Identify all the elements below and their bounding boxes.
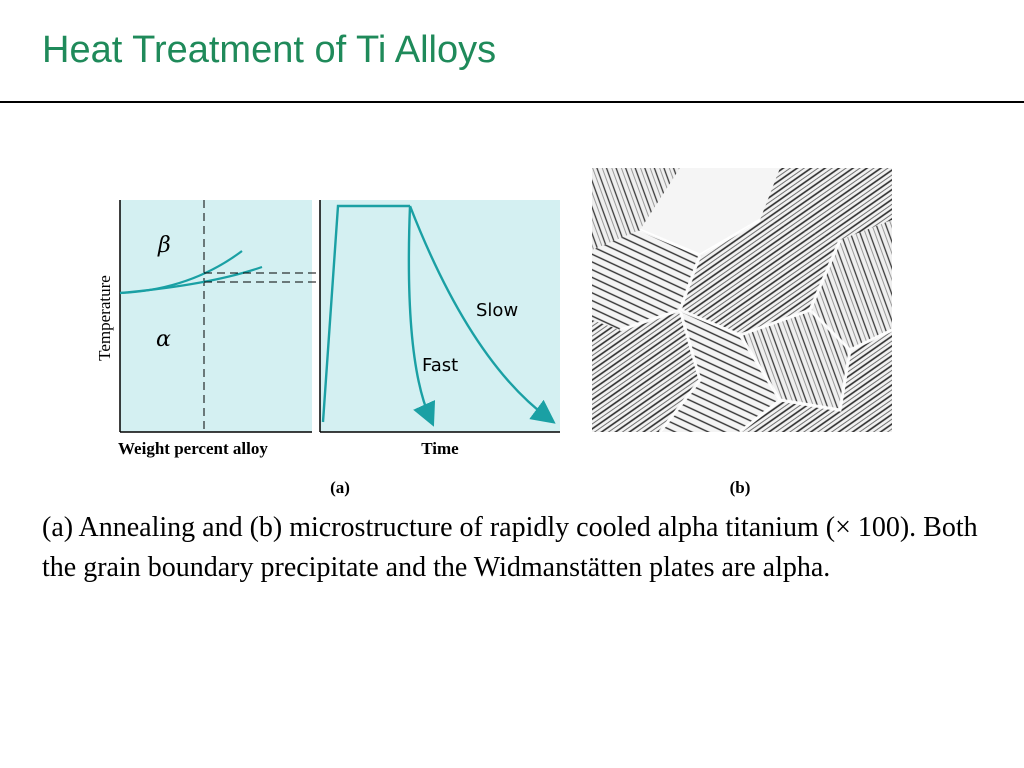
fast-cooling-label: Fast [422,355,459,376]
temperature-axis-label: Temperature [95,275,114,361]
weight-percent-axis-label: Weight percent alloy [118,439,268,458]
figure-panel [80,160,893,500]
panel-b-label: (b) [729,478,751,497]
phase-diagram-plot-area [120,200,312,432]
title-divider [0,101,1024,103]
alpha-phase-label: α [156,327,171,352]
panel-a-label: (a) [330,478,350,497]
slide-title: Heat Treatment of Ti Alloys [42,29,497,71]
micrograph-image [592,168,892,432]
beta-phase-label: β [158,233,171,258]
time-axis-label: Time [421,439,459,458]
figure-svg [80,160,893,500]
slow-cooling-label: Slow [476,300,519,321]
figure-caption: (a) Annealing and (b) microstructure of rapidly cooled alpha titanium (× 100). Both the grain boundary precipitate and the Widmanstätten plates are alpha. [42,512,978,583]
